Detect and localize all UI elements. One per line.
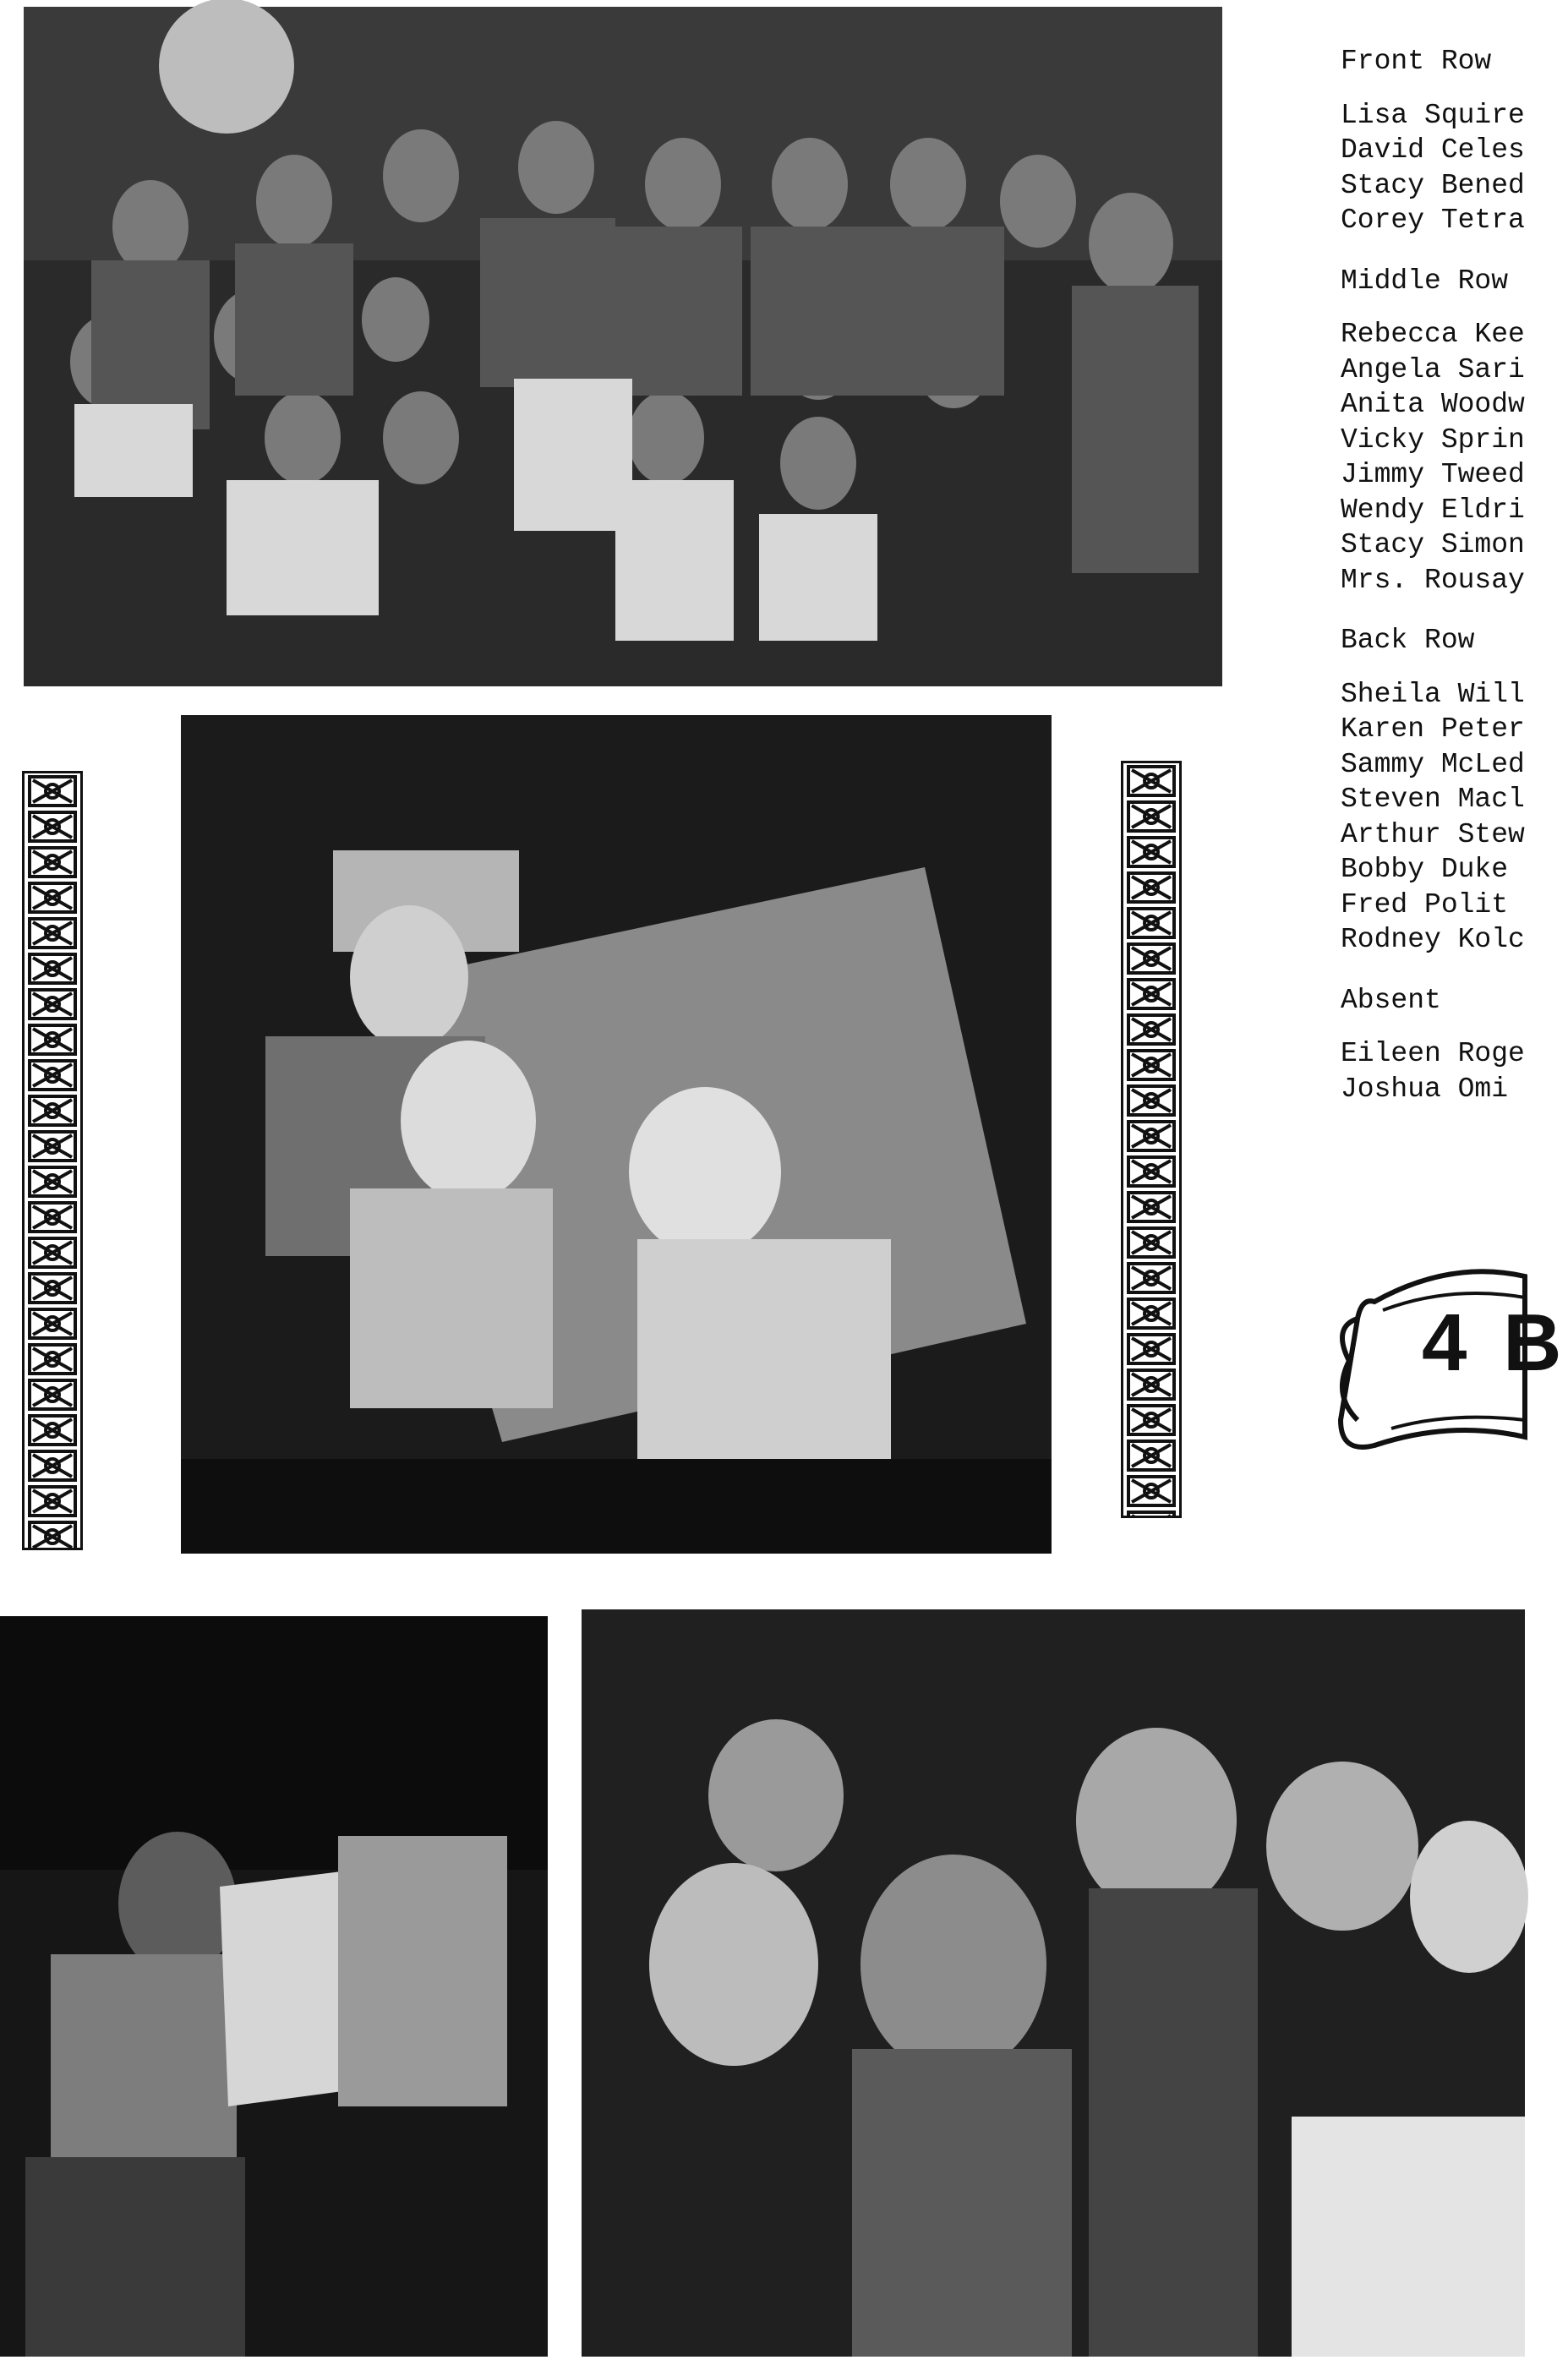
roster-name: Anita Woodw: [1341, 389, 1525, 420]
roster-name: Fred Polit: [1341, 888, 1509, 921]
roster-name: Wendy Eldri: [1341, 494, 1525, 526]
front-row-names: [1341, 98, 1525, 238]
middle-row-names: [1341, 317, 1525, 598]
roster-name: Sheila Will: [1341, 678, 1525, 710]
roster-name: Vicky Sprin: [1341, 423, 1525, 456]
roster-name: Steven Macl: [1341, 784, 1525, 815]
roster-name: Mrs. Rousay: [1341, 564, 1525, 596]
teacher-with-students-photo: [582, 1609, 1525, 2357]
front-row-heading: Front Row: [1341, 46, 1492, 77]
banner-label: 4 B: [1422, 1297, 1568, 1388]
class-group-photo: [24, 7, 1222, 686]
roster-name: David Celes: [1341, 134, 1525, 166]
roster-name: Rodney Kolc: [1341, 924, 1525, 955]
roster-name: Stacy Simon: [1341, 529, 1525, 560]
class-roster: [1341, 44, 1525, 1143]
middle-row-heading: Middle Row: [1341, 265, 1509, 297]
roster-name: Joshua Omi: [1341, 1073, 1509, 1105]
children-painting-photo: [181, 715, 1052, 1554]
back-row-names: [1341, 677, 1525, 958]
roster-name: Arthur Stew: [1341, 818, 1525, 850]
roster-name: Stacy Bened: [1341, 169, 1525, 201]
roster-name: Jimmy Tweed: [1341, 459, 1525, 490]
absent-heading: Absent: [1341, 984, 1441, 1016]
decorative-knot-border-left: [22, 771, 83, 1550]
class-banner: [1324, 1251, 1568, 1471]
roster-name: Corey Tetra: [1341, 205, 1525, 236]
roster-name: Lisa Squire: [1341, 99, 1525, 131]
child-listening-photo: [0, 1616, 548, 2357]
roster-name: Eileen Roge: [1341, 1038, 1525, 1069]
roster-name: Karen Peter: [1341, 713, 1525, 745]
decorative-knot-border-right: [1121, 761, 1182, 1518]
absent-names: [1341, 1036, 1525, 1106]
roster-name: Rebecca Kee: [1341, 319, 1525, 350]
roster-name: Sammy McLed: [1341, 748, 1525, 780]
roster-name: Angela Sari: [1341, 353, 1525, 385]
back-row-heading: Back Row: [1341, 625, 1475, 656]
roster-name: Bobby Duke: [1341, 854, 1509, 885]
